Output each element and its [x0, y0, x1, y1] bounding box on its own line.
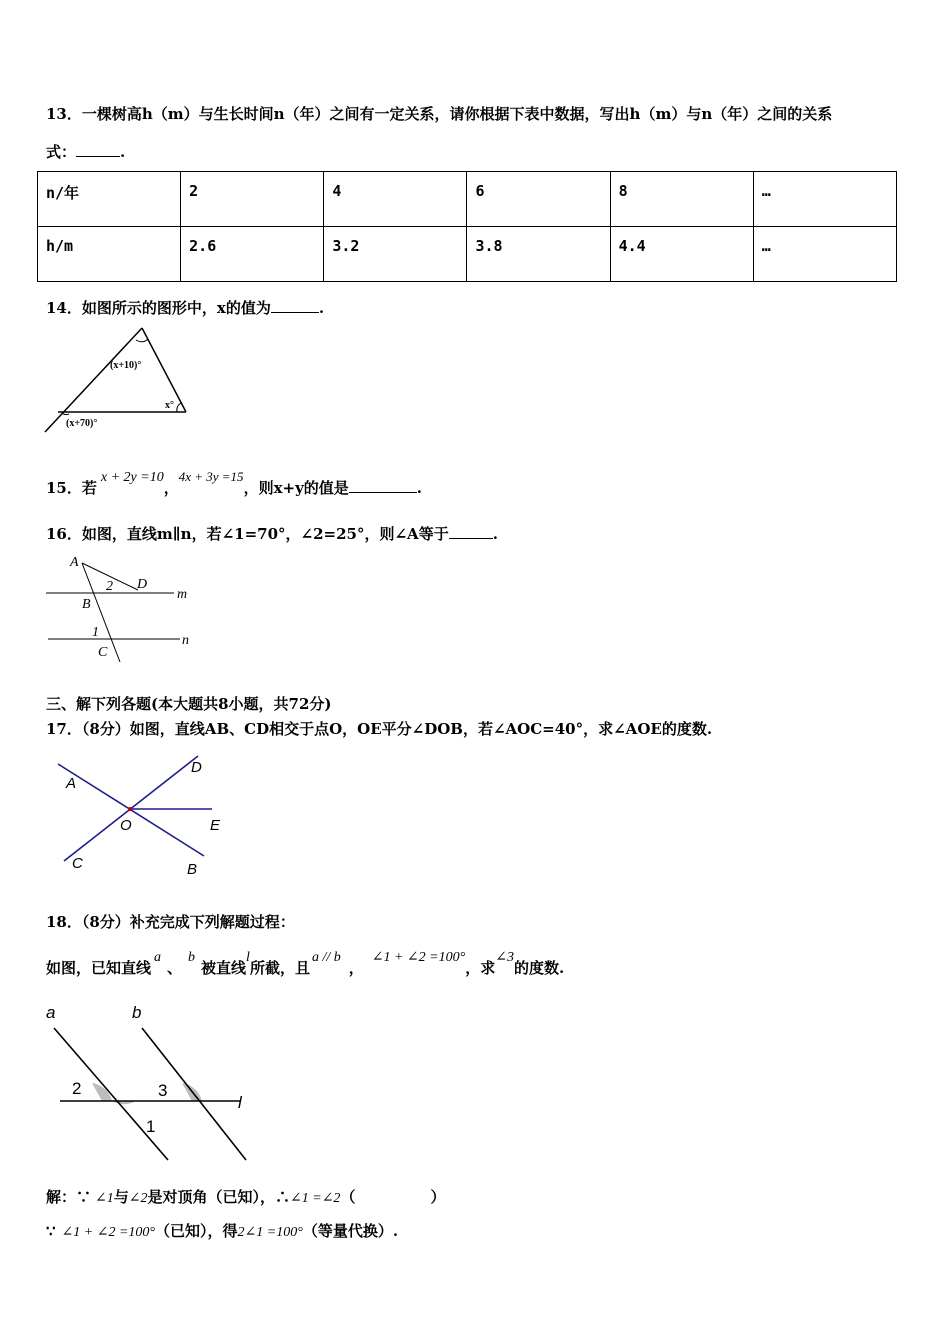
math-a: a — [154, 950, 162, 965]
table-cell: 3.8 — [467, 227, 610, 282]
q13-line2 — [46, 141, 125, 162]
q15-mid: ，则x+y的值是 — [243, 479, 349, 497]
answer-blank[interactable] — [449, 524, 493, 539]
solution-line-1 — [46, 1186, 445, 1207]
math-l: l — [246, 950, 250, 965]
table-row — [38, 227, 897, 282]
sol1-math-1: ∠1 — [95, 1191, 114, 1206]
table-cell: … — [753, 227, 896, 282]
q18-sep: 、 — [167, 959, 183, 977]
sol1-prefix: 解：∵ — [46, 1188, 92, 1206]
math-sum: ∠1 + ∠2 =100° — [371, 950, 466, 965]
bottom-angle-label: (x+70)° — [66, 418, 98, 429]
equation-2: 4x + 3y =15 — [178, 469, 244, 484]
q13-prefix: 式： — [46, 143, 77, 161]
label-A: A — [66, 775, 77, 792]
table-cell: h/m — [38, 227, 181, 282]
triangle-right-side — [142, 328, 186, 412]
q13-suffix: . — [120, 143, 126, 161]
q18-text-3: 所截，且 — [249, 959, 310, 977]
answer-blank[interactable] — [271, 298, 319, 313]
q18-text-1: 如图，已知直线 — [46, 959, 152, 977]
label-m: m — [177, 587, 188, 602]
sol2-text-2: （等量代换）. — [302, 1222, 399, 1240]
answer-blank[interactable] — [76, 142, 120, 157]
table-cell: 2.6 — [181, 227, 324, 282]
label-l: l — [238, 1093, 242, 1112]
label-B: B — [82, 597, 91, 612]
label-angle-1: 1 — [146, 1117, 156, 1136]
q18-comma: ， — [348, 959, 364, 977]
q15-comma: ， — [163, 479, 179, 497]
right-angle-label: x° — [165, 400, 174, 411]
table-cell: 4.4 — [610, 227, 753, 282]
table-cell: 8 — [610, 172, 753, 227]
answer-blank[interactable] — [349, 478, 417, 493]
q15-suffix: . — [416, 479, 423, 497]
label-angle-2: 2 — [72, 1079, 82, 1098]
triangle-left-side — [45, 328, 142, 432]
math-parallel: a // b — [311, 950, 341, 965]
label-C: C — [98, 645, 108, 660]
sol2-prefix: ∵ — [46, 1222, 56, 1240]
label-n: n — [182, 633, 189, 648]
label-D: D — [191, 759, 202, 776]
label-D: D — [137, 577, 148, 592]
sol1-math-2: ∠2 — [128, 1191, 148, 1206]
q14-question: 14．如图所示的图形中，x的值为 — [46, 299, 271, 317]
label-C: C — [72, 855, 83, 872]
q15-prefix: 15．若 — [46, 479, 97, 497]
q16-text — [46, 523, 498, 544]
label-E: E — [210, 817, 221, 834]
label-O: O — [120, 817, 132, 834]
q15-text — [46, 469, 423, 498]
q13-line1: 13．一棵树高h（m）与生长时间n（年）之间有一定关系，请你根据下表中数据，写出h（m）与n（年）之间的关系 — [46, 105, 833, 123]
section-title: 三、解下列各题(本大题共8小题，共72分) — [46, 695, 332, 713]
parallel-lines-figure — [40, 550, 200, 666]
sol1-text-2: 是对顶角（已知），∴ — [147, 1188, 291, 1206]
label-angle-2: 2 — [106, 579, 113, 594]
table-cell: 2 — [181, 172, 324, 227]
q14-suffix: . — [318, 299, 325, 317]
sol2-math-2: 2∠1 =100° — [237, 1225, 303, 1240]
top-angle-label: (x+10)° — [110, 360, 142, 371]
label-angle-3: 3 — [158, 1081, 168, 1100]
sol2-text-1: （已知），得 — [155, 1222, 238, 1240]
label-a: a — [46, 1003, 56, 1022]
table-cell: n/年 — [38, 172, 181, 227]
sol1-math-3: ∠1 =∠2 — [290, 1191, 341, 1206]
label-angle-1: 1 — [92, 625, 99, 640]
table-row — [38, 172, 897, 227]
q17-text: 17．（8分）如图，直线AB、CD相交于点O，OE平分∠DOB，若∠AOC=40°，求∠AOE的度数. — [46, 720, 713, 738]
sol1-reason-blank[interactable]: （ ） — [340, 1188, 446, 1206]
angle-arc-right — [177, 403, 181, 412]
label-B: B — [187, 861, 198, 878]
q14-text — [46, 297, 324, 318]
point-O — [128, 807, 132, 811]
q18-title: 18．（8分）补充完成下列解题过程： — [46, 913, 295, 931]
table-cell: 6 — [467, 172, 610, 227]
label-A: A — [70, 555, 79, 570]
data-table — [37, 171, 897, 282]
table-cell: 4 — [324, 172, 467, 227]
math-angle3: ∠3 — [495, 950, 514, 965]
q18-text-5: 的度数. — [513, 959, 565, 977]
q18-text-4: ，求 — [465, 959, 496, 977]
angle-arc-top — [136, 339, 148, 342]
intersecting-lines-figure — [50, 752, 240, 882]
solution-line-2 — [46, 1220, 398, 1241]
q18-statement — [46, 950, 565, 978]
q18-text-2: 被直线 — [201, 959, 247, 977]
math-b: b — [188, 950, 196, 965]
sol2-math-1: ∠1 + ∠2 =100° — [61, 1225, 156, 1240]
q16-question: 16．如图，直线m∥n，若∠1=70°，∠2=25°，则∠A等于 — [46, 525, 449, 543]
equation-1: x + 2y =10 — [100, 470, 164, 485]
triangle-figure — [40, 322, 200, 437]
transversal-figure — [40, 1000, 260, 1165]
sol1-text-1: 与 — [113, 1188, 129, 1206]
q16-suffix: . — [492, 525, 498, 543]
table-cell: 3.2 — [324, 227, 467, 282]
table-cell: … — [753, 172, 896, 227]
label-b: b — [132, 1003, 142, 1022]
